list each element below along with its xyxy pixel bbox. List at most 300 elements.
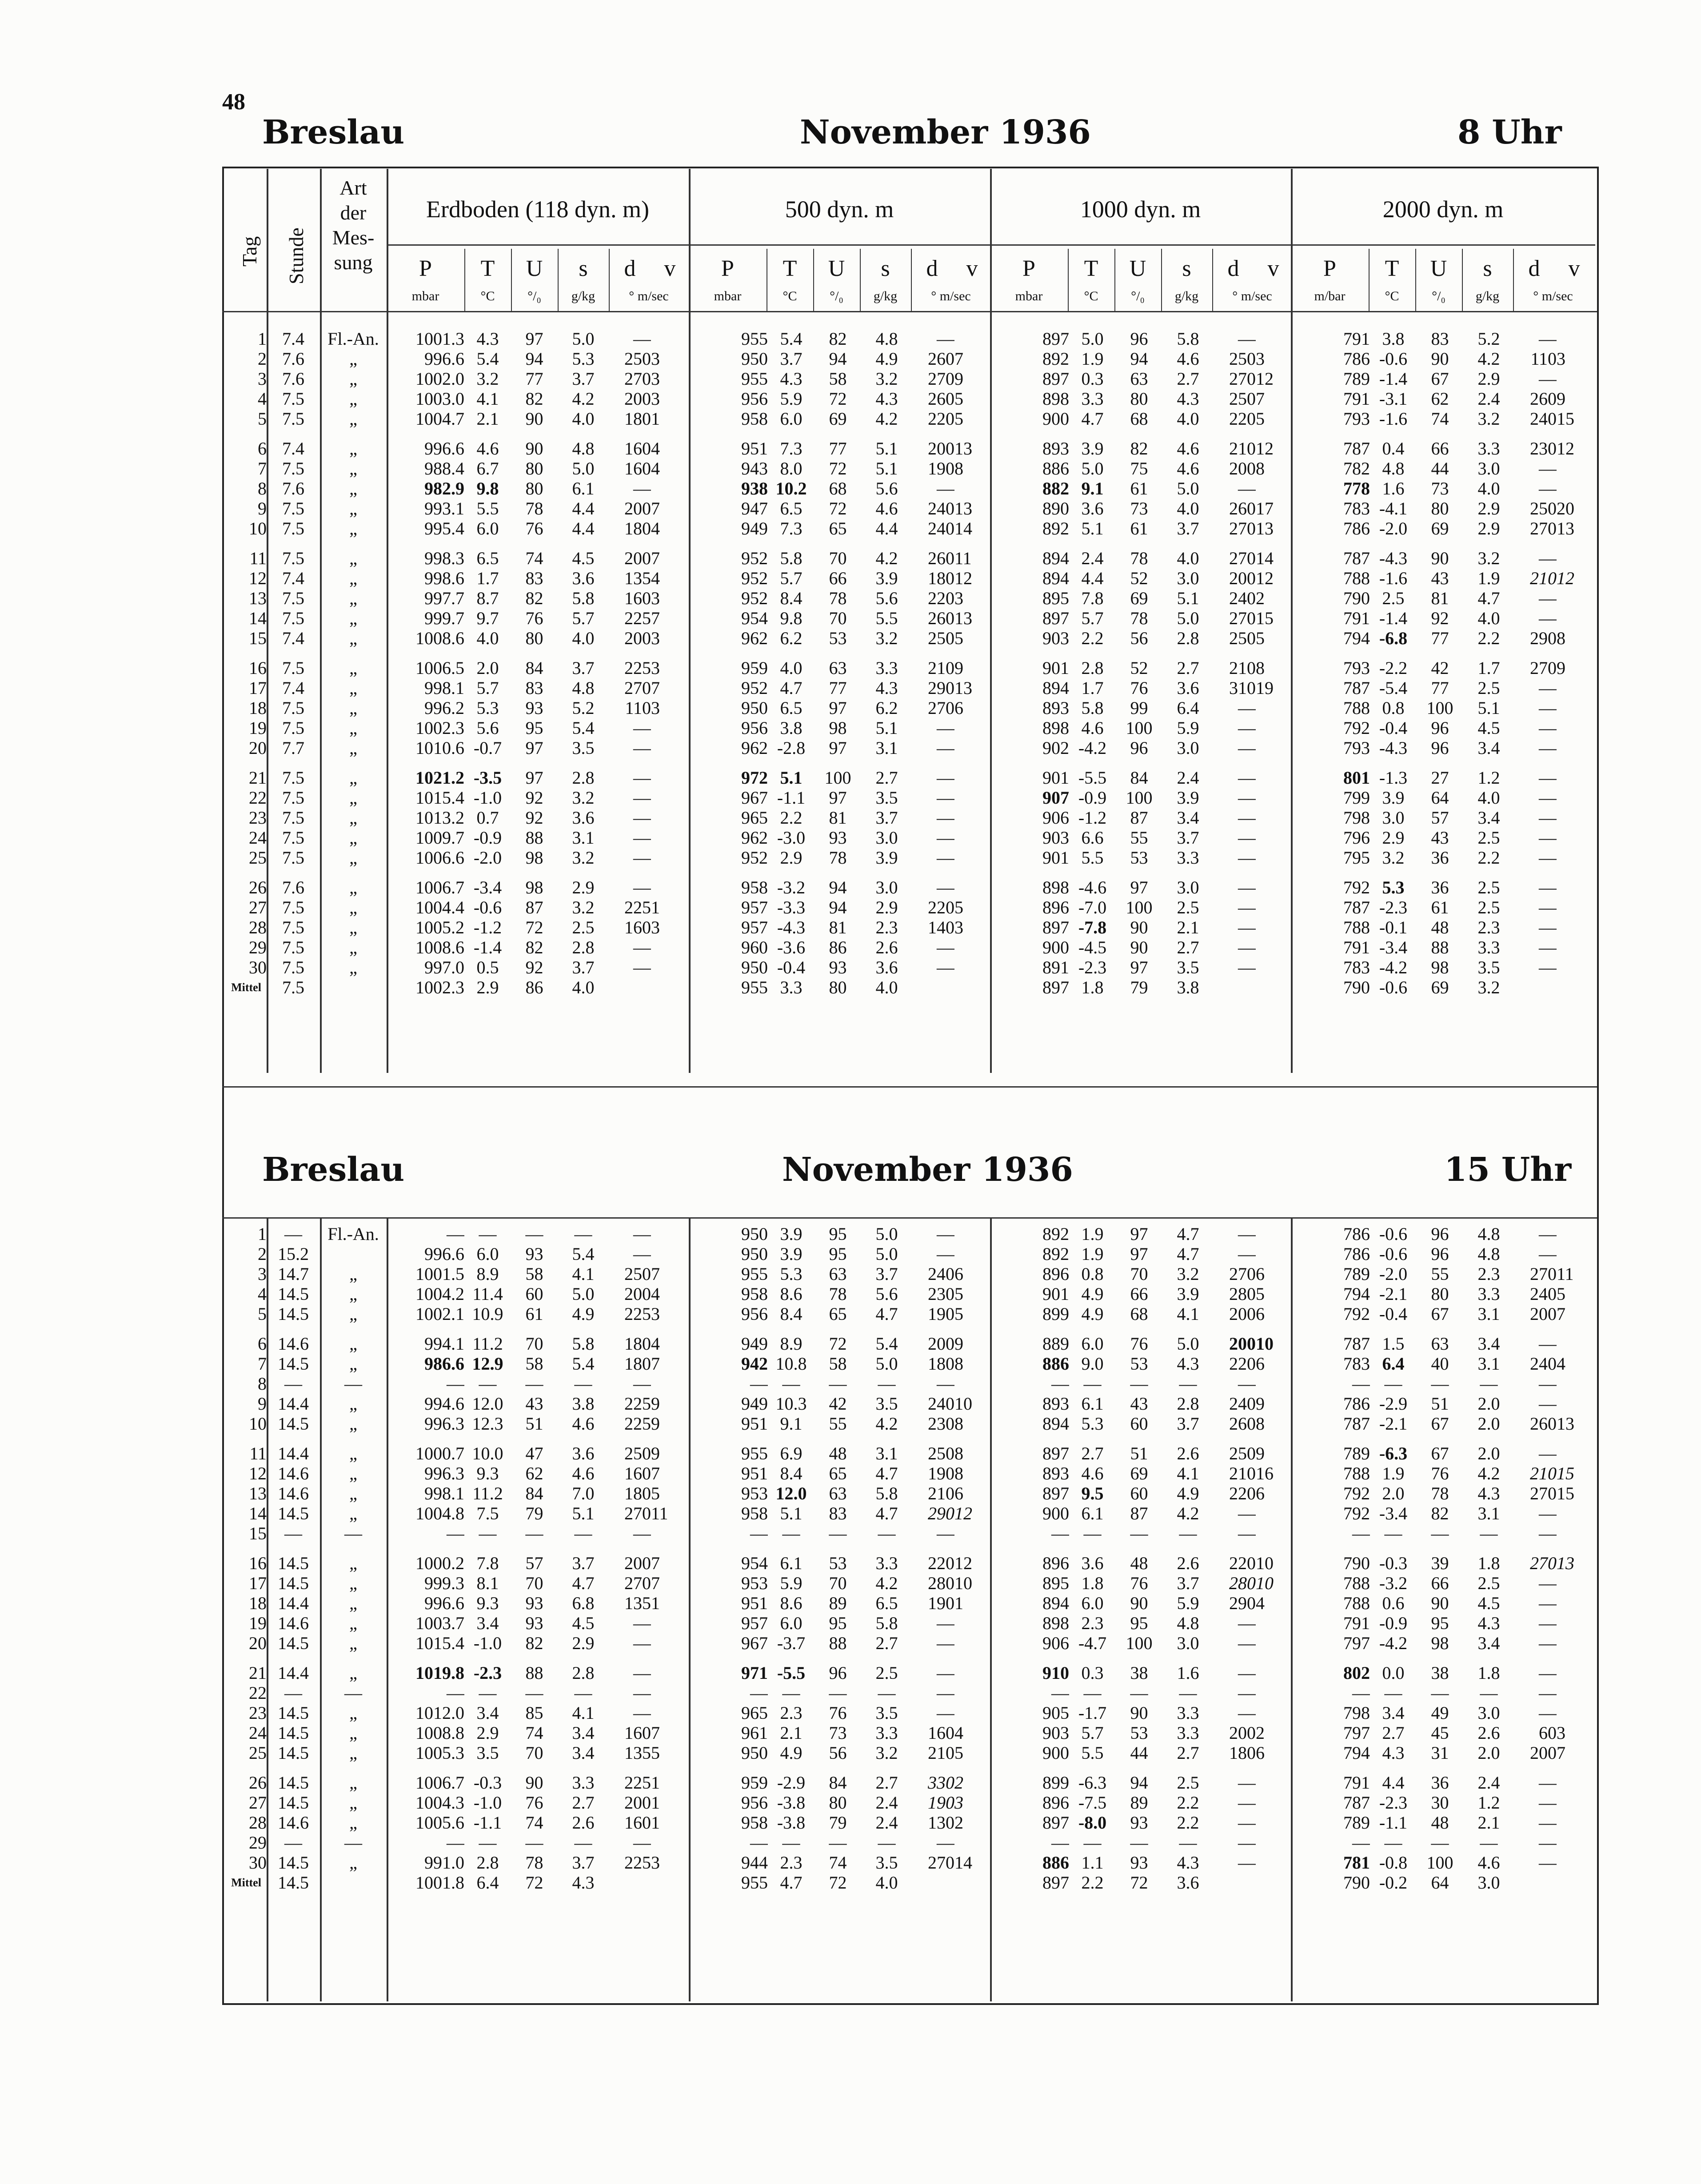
- cell-d: 240: [1229, 588, 1256, 608]
- cell-t: 9.3: [476, 1593, 499, 1613]
- cell-u: 70: [829, 608, 847, 628]
- cell-v: 15: [1557, 409, 1574, 429]
- cell-d: 200: [624, 1284, 651, 1304]
- cell-p: 998.3: [424, 548, 464, 568]
- cell-v: [1256, 1853, 1292, 1873]
- cell-u: 80: [829, 1793, 847, 1813]
- cell-s: 4.4: [875, 518, 898, 538]
- cell-d: 250: [1229, 389, 1256, 409]
- cell-d: —: [1539, 1573, 1557, 1593]
- cell-u: 93: [525, 1244, 543, 1264]
- cell-d: 190: [928, 1304, 954, 1324]
- stunde-cell: 14.6: [278, 1334, 309, 1354]
- stunde-cell: 14.5: [278, 1793, 309, 1813]
- cell-v: 14: [954, 1853, 972, 1873]
- cell-s: 5.4: [875, 1334, 898, 1354]
- cell-t: 5.7: [1081, 608, 1104, 628]
- cell-t: 2.3: [780, 1853, 803, 1873]
- stunde-cell: 14.5: [278, 1503, 309, 1523]
- cell-d: 240: [928, 1264, 954, 1284]
- cell-d: 220: [928, 588, 954, 608]
- cell-u: 76: [829, 1703, 847, 1723]
- cell-s: 4.7: [875, 1304, 898, 1324]
- cell-v: [1256, 478, 1292, 498]
- cell-u: 72: [829, 1873, 847, 1893]
- cell-u: 97: [525, 738, 543, 758]
- cell-v: 7: [651, 498, 660, 518]
- cell-d: 240: [1530, 409, 1557, 429]
- stunde-cell: —: [284, 1224, 302, 1244]
- cell-s: 3.5: [875, 1853, 898, 1873]
- cell-v: 8: [1256, 1414, 1265, 1434]
- cell-v: [954, 768, 991, 788]
- cell-s: 5.0: [875, 1354, 898, 1374]
- cell-t: 9.7: [476, 608, 499, 628]
- cell-t: -2.9: [777, 1773, 806, 1793]
- table-row: [226, 409, 1597, 429]
- art-cell: „: [349, 1813, 357, 1833]
- cell-t: 6.4: [1382, 1354, 1405, 1374]
- cell-s: 5.1: [572, 1503, 595, 1523]
- group-header-erdboden: Erdboden (118 dyn. m): [426, 196, 649, 223]
- table-row: [226, 1463, 1597, 1483]
- cell-d: —: [633, 957, 651, 977]
- cell-u: 87: [1130, 1503, 1148, 1523]
- stunde-cell: 14.5: [278, 1354, 309, 1374]
- cell-p: 1002.1: [415, 1304, 464, 1324]
- cell-v: 10: [954, 1394, 972, 1414]
- cell-t: -2.0: [1379, 1264, 1408, 1284]
- cell-t: 3.4: [476, 1613, 499, 1633]
- cell-v: [651, 808, 690, 828]
- cell-v: 13: [954, 678, 972, 698]
- cell-d: 225: [624, 1304, 651, 1324]
- cell-d: —: [1539, 738, 1557, 758]
- cell-u: 94: [829, 897, 847, 917]
- table-row: [226, 1354, 1597, 1374]
- cell-p: 895: [1042, 588, 1069, 608]
- cell-u: 30: [1431, 1793, 1449, 1813]
- table-row: [226, 658, 1597, 678]
- cell-u: 90: [1130, 1593, 1148, 1613]
- cell-t: 8.4: [780, 1304, 803, 1324]
- cell-v: [954, 1683, 991, 1703]
- cell-v: 9: [954, 369, 963, 389]
- cell-v: 5: [954, 409, 963, 429]
- cell-v: 17: [1256, 498, 1274, 518]
- header-art: [320, 175, 387, 275]
- cell-d: 270: [928, 369, 954, 389]
- cell-p: —: [447, 1224, 464, 1244]
- cell-s: 3.2: [875, 628, 898, 648]
- stunde-cell: 14.5: [278, 1743, 309, 1763]
- cell-u: 53: [1130, 1723, 1148, 1743]
- cell-u: 87: [1130, 808, 1148, 828]
- cell-t: -8.0: [1078, 1813, 1107, 1833]
- cell-s: 4.6: [1177, 438, 1199, 458]
- cell-d: —: [1238, 917, 1256, 937]
- cell-u: 79: [1130, 977, 1148, 997]
- cell-p: 783: [1343, 498, 1370, 518]
- cell-v: [1256, 897, 1292, 917]
- cell-p: —: [1051, 1683, 1069, 1703]
- cell-s: 4.7: [875, 1463, 898, 1483]
- cell-u: 48: [1431, 917, 1449, 937]
- table-row: [226, 1414, 1597, 1434]
- cell-v: [1557, 828, 1597, 848]
- cell-v: [1557, 698, 1597, 718]
- cell-d: 210: [1229, 438, 1256, 458]
- cell-t: 3.6: [1081, 1553, 1104, 1573]
- bottom-station-title: Breslau: [262, 1151, 405, 1189]
- cell-v: [1256, 1703, 1292, 1723]
- cell-u: 38: [1130, 1663, 1148, 1683]
- header-art-line: der: [340, 201, 367, 224]
- day-cell: 6: [258, 438, 267, 458]
- cell-p: 897: [1042, 917, 1069, 937]
- cell-d: 270: [1229, 548, 1256, 568]
- cell-p: 791: [1343, 389, 1370, 409]
- cell-t: 5.3: [476, 698, 499, 718]
- cell-v: 7: [954, 349, 963, 369]
- cell-d: 160: [624, 917, 651, 937]
- cell-d: [912, 1873, 954, 1893]
- cell-v: 20: [1557, 498, 1574, 518]
- cell-v: 9: [651, 1394, 660, 1414]
- cell-p: 1012.0: [415, 1703, 464, 1723]
- table-row: [226, 1443, 1597, 1463]
- cell-s: 5.3: [572, 349, 595, 369]
- table-row: [226, 788, 1597, 808]
- cell-t: 8.6: [780, 1284, 803, 1304]
- art-cell: „: [349, 1354, 357, 1374]
- cell-t: -7.5: [1078, 1793, 1107, 1813]
- cell-d: 200: [624, 1553, 651, 1573]
- cell-s: 3.3: [1177, 1723, 1199, 1743]
- cell-t: -0.4: [1379, 1304, 1408, 1324]
- cell-v: [1557, 678, 1597, 698]
- table-row: [226, 1703, 1597, 1723]
- cell-u: 52: [1130, 658, 1148, 678]
- day-cell: 22: [249, 788, 267, 808]
- table-row: [226, 738, 1597, 758]
- cell-t: 3.9: [1382, 788, 1405, 808]
- group-header-500: 500 dyn. m: [785, 196, 894, 223]
- cell-p: 1006.7: [415, 1773, 464, 1793]
- cell-p: 894: [1042, 1593, 1069, 1613]
- cell-s: 4.1: [1177, 1304, 1199, 1324]
- cell-u: 96: [1431, 718, 1449, 738]
- day-cell: 3: [258, 369, 267, 389]
- table-row: [226, 588, 1597, 608]
- table-row: [226, 1853, 1597, 1873]
- cell-u: 86: [829, 937, 847, 957]
- cell-t: -0.6: [1379, 977, 1408, 997]
- cell-s: 1.2: [1477, 1793, 1500, 1813]
- cell-p: 788: [1343, 1593, 1370, 1613]
- cell-t: 8.1: [476, 1573, 499, 1593]
- cell-v: [954, 329, 991, 349]
- subheader-d: d: [624, 256, 636, 281]
- cell-s: 2.8: [1177, 1394, 1199, 1414]
- cell-p: 788: [1343, 1463, 1370, 1483]
- cell-d: 210: [928, 1483, 954, 1503]
- cell-p: 957: [741, 1613, 768, 1633]
- cell-t: 6.5: [780, 698, 803, 718]
- day-cell: 5: [258, 409, 267, 429]
- unit-label: ° m/sec: [931, 289, 971, 303]
- cell-t: -4.5: [1078, 937, 1107, 957]
- subheader-d: d: [926, 256, 938, 281]
- art-cell: —: [344, 1374, 362, 1394]
- cell-d: —: [633, 788, 651, 808]
- cell-d: —: [1539, 1394, 1557, 1414]
- cell-u: 84: [829, 1773, 847, 1793]
- stunde-cell: 7.5: [282, 808, 304, 828]
- cell-v: 3: [651, 1853, 660, 1873]
- cell-t: —: [1384, 1523, 1402, 1543]
- cell-s: 5.5: [875, 608, 898, 628]
- cell-u: 78: [829, 848, 847, 868]
- cell-v: 10: [1256, 1573, 1274, 1593]
- cell-t: -1.0: [473, 1793, 502, 1813]
- cell-d: 130: [928, 1813, 954, 1833]
- cell-p: 783: [1343, 1354, 1370, 1374]
- cell-p: 892: [1042, 349, 1069, 369]
- cell-u: 95: [525, 718, 543, 738]
- art-cell: Fl.-An.: [327, 329, 379, 349]
- cell-d: 225: [624, 658, 651, 678]
- cell-v: [1557, 808, 1597, 828]
- cell-u: 80: [1431, 498, 1449, 518]
- cell-s: 4.0: [1477, 478, 1500, 498]
- cell-s: 6.5: [875, 1593, 898, 1613]
- cell-u: 53: [829, 628, 847, 648]
- cell-v: [1256, 1224, 1292, 1244]
- cell-p: —: [1051, 1833, 1069, 1853]
- stunde-cell: 7.5: [282, 788, 304, 808]
- cell-d: 200: [928, 438, 954, 458]
- cell-p: 955: [741, 1443, 768, 1463]
- cell-u: 87: [525, 897, 543, 917]
- cell-d: —: [1539, 1613, 1557, 1633]
- cell-v: [1557, 1573, 1597, 1593]
- cell-d: —: [937, 1703, 954, 1723]
- cell-d: —: [1539, 957, 1557, 977]
- cell-v: 12: [1256, 369, 1274, 389]
- cell-p: 790: [1343, 1873, 1370, 1893]
- cell-s: 4.0: [1177, 548, 1199, 568]
- cell-t: 8.9: [476, 1264, 499, 1284]
- cell-p: 1004.2: [415, 1284, 464, 1304]
- cell-v: 10: [1256, 1334, 1274, 1354]
- cell-t: 6.1: [1081, 1503, 1104, 1523]
- cell-t: 6.7: [476, 458, 499, 478]
- cell-d: 160: [624, 1723, 651, 1743]
- cell-s: 4.4: [572, 498, 595, 518]
- cell-p: 954: [741, 608, 768, 628]
- cell-t: 5.6: [476, 718, 499, 738]
- unit-label: mbar: [411, 289, 439, 303]
- cell-t: -3.6: [777, 937, 806, 957]
- cell-d: 240: [1530, 1284, 1557, 1304]
- cell-p: 892: [1042, 1224, 1069, 1244]
- cell-s: 3.4: [1477, 738, 1500, 758]
- cell-u: 69: [1431, 518, 1449, 538]
- cell-u: 70: [525, 1334, 543, 1354]
- cell-p: 1001.8: [415, 1873, 464, 1893]
- cell-t: 0.8: [1382, 698, 1405, 718]
- cell-p: 1004.8: [415, 1503, 464, 1523]
- cell-t: 1.9: [1081, 1244, 1104, 1264]
- cell-s: —: [1480, 1833, 1498, 1853]
- header-art-line: Mes-: [332, 226, 375, 249]
- cell-v: [1557, 1793, 1597, 1813]
- stunde-cell: —: [284, 1833, 302, 1853]
- art-cell: „: [349, 1553, 357, 1573]
- cell-d: 200: [1229, 1723, 1256, 1743]
- stunde-cell: 7.5: [282, 588, 304, 608]
- cell-t: 4.9: [1081, 1284, 1104, 1304]
- cell-d: —: [1539, 768, 1557, 788]
- unit-label: ° m/sec: [1232, 289, 1272, 303]
- cell-u: —: [525, 1683, 543, 1703]
- cell-s: 5.0: [1177, 1334, 1199, 1354]
- cell-p: —: [1352, 1833, 1370, 1853]
- cell-p: —: [1051, 1374, 1069, 1394]
- cell-t: -0.6: [1379, 1224, 1408, 1244]
- cell-u: 80: [1431, 1284, 1449, 1304]
- stunde-cell: 7.5: [282, 498, 304, 518]
- cell-u: 64: [1431, 788, 1449, 808]
- art-cell: „: [349, 458, 357, 478]
- cell-u: —: [1431, 1523, 1449, 1543]
- art-cell: „: [349, 369, 357, 389]
- cell-t: -6.3: [1379, 1443, 1408, 1463]
- cell-v: [954, 1703, 991, 1723]
- cell-t: -2.0: [473, 848, 502, 868]
- day-cell: 15: [249, 628, 267, 648]
- day-cell: 26: [249, 877, 267, 897]
- cell-d: 270: [624, 678, 651, 698]
- cell-u: 80: [525, 628, 543, 648]
- stunde-cell: 7.5: [282, 608, 304, 628]
- cell-s: 2.6: [875, 937, 898, 957]
- cell-u: 82: [829, 329, 847, 349]
- cell-s: 2.6: [572, 1813, 595, 1833]
- table-row: [226, 1304, 1597, 1324]
- table-row: [226, 718, 1597, 738]
- cell-t: 9.3: [476, 1463, 499, 1483]
- cell-p: 994.6: [424, 1394, 464, 1414]
- spacer-cell: [226, 1653, 1597, 1663]
- cell-v: [1557, 718, 1597, 738]
- cell-t: 4.0: [476, 628, 499, 648]
- cell-u: 60: [1130, 1483, 1148, 1503]
- cell-d: —: [1238, 1503, 1256, 1523]
- cell-s: 5.0: [1177, 608, 1199, 628]
- cell-u: 74: [525, 1723, 543, 1743]
- top-station-title: Breslau: [262, 113, 405, 151]
- cell-s: 5.8: [875, 1613, 898, 1633]
- cell-d: —: [1539, 828, 1557, 848]
- cell-u: 27: [1431, 768, 1449, 788]
- cell-p: 792: [1343, 1304, 1370, 1324]
- cell-u: 90: [525, 1773, 543, 1793]
- cell-d: 270: [1229, 369, 1256, 389]
- stunde-cell: 7.5: [282, 658, 304, 678]
- cell-p: —: [447, 1374, 464, 1394]
- cell-v: 19: [1256, 678, 1274, 698]
- cell-d: 180: [1229, 1743, 1256, 1763]
- table-row: [226, 458, 1597, 478]
- cell-p: 971: [741, 1663, 768, 1683]
- cell-p: 896: [1042, 1553, 1069, 1573]
- cell-t: -3.4: [1379, 1503, 1408, 1523]
- cell-u: 95: [829, 1224, 847, 1244]
- cell-p: 958: [741, 1813, 768, 1833]
- cell-s: 4.2: [1477, 1463, 1500, 1483]
- cell-v: 11: [651, 1503, 668, 1523]
- cell-p: 996.6: [424, 349, 464, 369]
- cell-t: 0.4: [1382, 438, 1405, 458]
- cell-s: 3.4: [1177, 808, 1199, 828]
- cell-t: 2.4: [1081, 548, 1104, 568]
- art-cell: „: [349, 1483, 357, 1503]
- cell-p: 788: [1343, 1573, 1370, 1593]
- cell-t: 4.3: [1382, 1743, 1405, 1763]
- day-cell: 21: [249, 768, 267, 788]
- cell-s: 2.8: [572, 768, 595, 788]
- cell-t: -2.0: [1379, 518, 1408, 538]
- cell-s: 4.3: [875, 678, 898, 698]
- cell-u: 53: [1130, 848, 1148, 868]
- art-cell: „: [349, 438, 357, 458]
- cell-d: —: [1238, 1224, 1256, 1244]
- cell-t: 2.9: [476, 977, 499, 997]
- day-cell: 12: [249, 1463, 267, 1483]
- cell-u: 93: [525, 698, 543, 718]
- stunde-cell: 14.6: [278, 1483, 309, 1503]
- day-cell: 10: [249, 1414, 267, 1434]
- cell-d: 200: [1229, 568, 1256, 588]
- unit-label: °C: [783, 289, 797, 303]
- cell-u: 61: [1130, 478, 1148, 498]
- cell-d: —: [1238, 897, 1256, 917]
- cell-t: —: [782, 1523, 800, 1543]
- cell-u: 94: [1130, 1773, 1148, 1793]
- cell-v: 6: [1256, 1483, 1265, 1503]
- cell-d: —: [1539, 877, 1557, 897]
- cell-p: 897: [1042, 608, 1069, 628]
- day-cell: 3: [258, 1264, 267, 1284]
- unit-label: m/bar: [1314, 289, 1346, 303]
- cell-p: 787: [1343, 897, 1370, 917]
- cell-s: 2.4: [875, 1813, 898, 1833]
- cell-s: 3.9: [1177, 788, 1199, 808]
- stunde-cell: 14.5: [278, 1723, 309, 1743]
- cell-t: -2.3: [1379, 1793, 1408, 1813]
- cell-p: 900: [1042, 937, 1069, 957]
- cell-v: [1557, 1873, 1597, 1893]
- cell-t: —: [479, 1374, 497, 1394]
- cell-s: 4.0: [572, 977, 595, 997]
- cell-d: —: [633, 808, 651, 828]
- art-cell: „: [349, 1853, 357, 1873]
- cell-d: 240: [928, 518, 954, 538]
- cell-u: 94: [829, 349, 847, 369]
- cell-t: -6.3: [1078, 1773, 1107, 1793]
